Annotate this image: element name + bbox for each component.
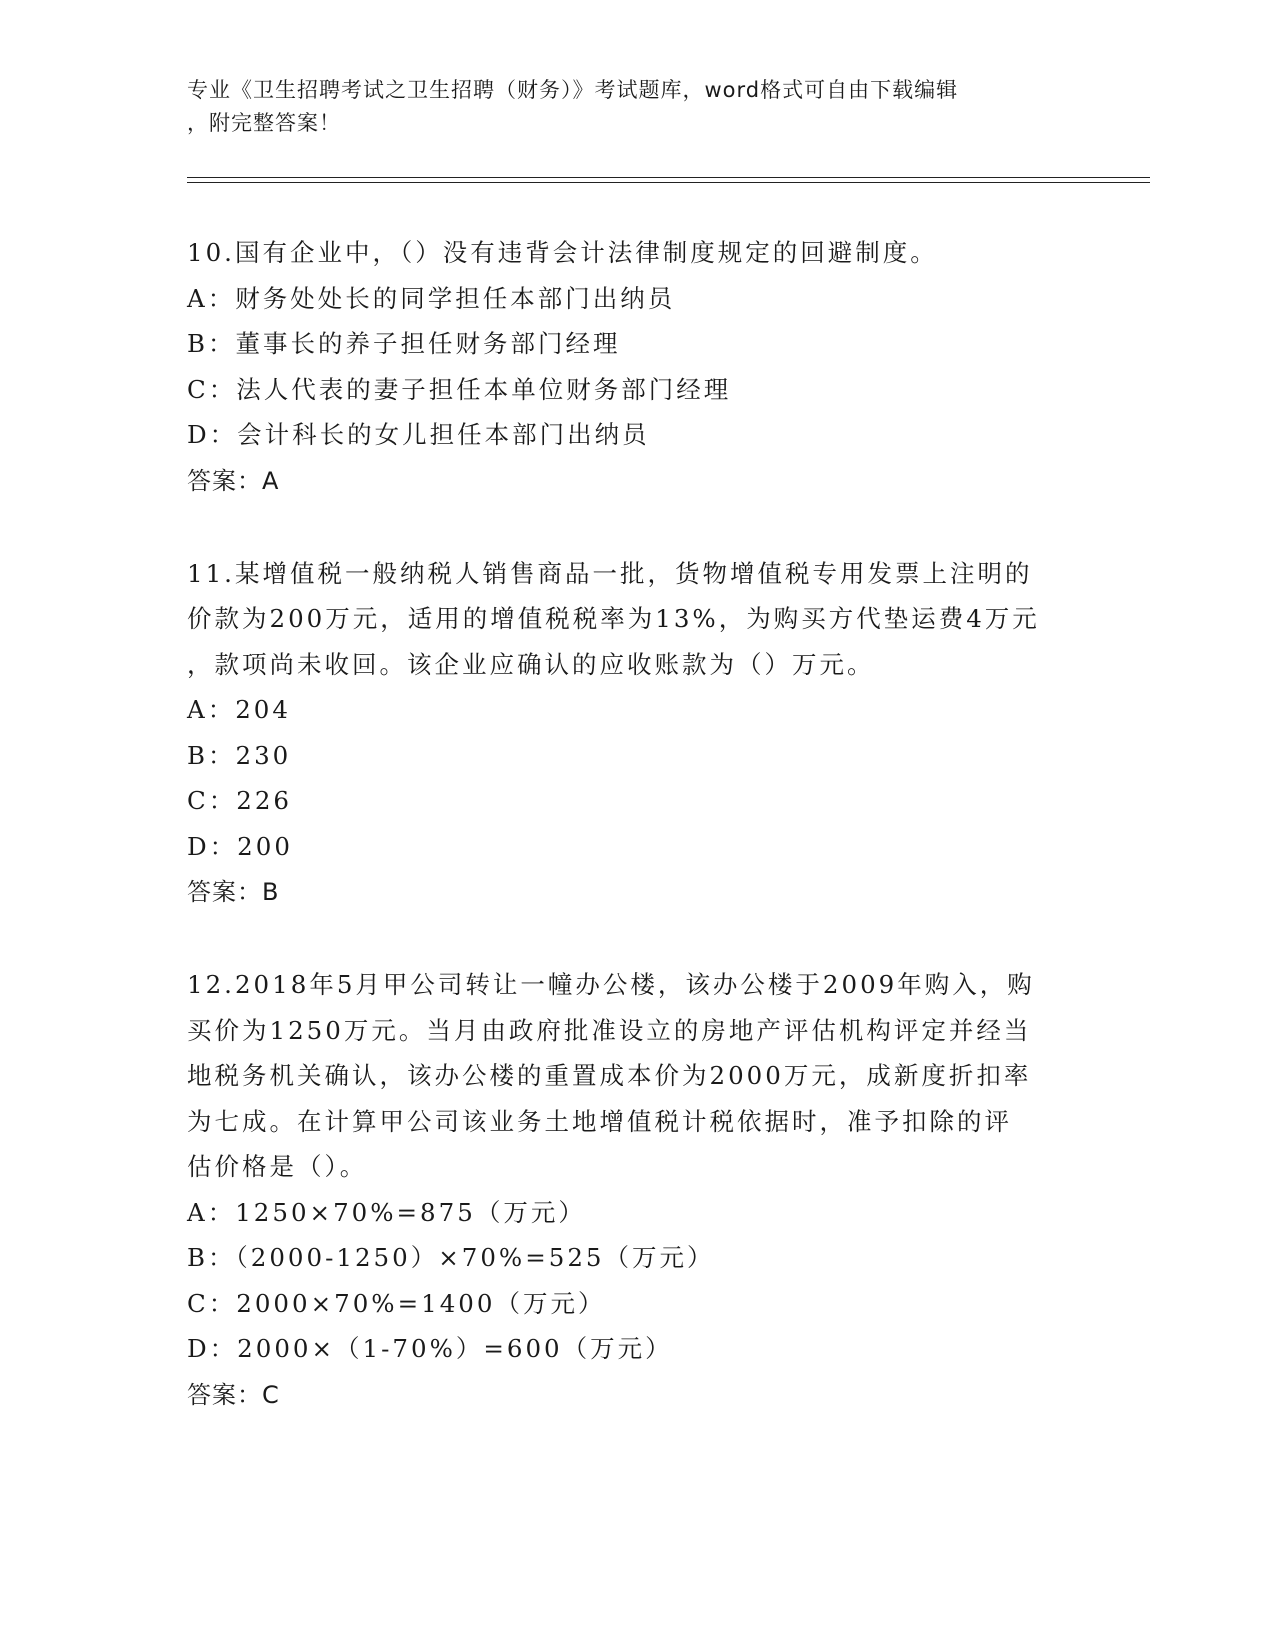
question-stem: 估价格是（）。: [187, 1152, 368, 1181]
header-line-1: 专业《卫生招聘考试之卫生招聘（财务）》考试题库，word格式可自由下载编辑: [187, 78, 959, 102]
answer-line: 答案：B: [187, 878, 280, 906]
question-11: [187, 551, 1087, 916]
option-b: B：董事长的养子担任财务部门经理: [187, 329, 621, 358]
question-stem: 10.国有企业中，（）没有违背会计法律制度规定的回避制度。: [187, 238, 938, 267]
header-rule-top: [187, 177, 1150, 178]
option-d: D：会计科长的女儿担任本部门出纳员: [187, 420, 650, 449]
option-b: B：230: [187, 740, 292, 770]
option-a: A：204: [187, 695, 291, 724]
question-stem: 12.2018年5月甲公司转让一幢办公楼，该办公楼于2009年购入，购: [187, 970, 1035, 999]
question-12: [187, 962, 1087, 1418]
answer-line: 答案：C: [187, 1380, 280, 1409]
question-stem: 为七成。在计算甲公司该业务土地增值税计税依据时，准予扣除的评: [187, 1106, 1012, 1136]
question-10: [187, 230, 1087, 504]
option-c: C：法人代表的妻子担任本单位财务部门经理: [187, 374, 732, 404]
option-d: D：2000×（1-70%）=600（万元）: [187, 1334, 673, 1363]
option-b: B：（2000-1250）×70%=525（万元）: [187, 1243, 715, 1272]
answer-line: 答案：A: [187, 466, 280, 495]
option-c: C：226: [187, 786, 293, 815]
question-list: [187, 230, 1087, 1465]
option-c: C：2000×70%=1400（万元）: [187, 1288, 606, 1318]
question-stem: 地税务机关确认，该办公楼的重置成本价为2000万元，成新度折扣率: [187, 1061, 1032, 1090]
option-a: A：财务处处长的同学担任本部门出纳员: [187, 283, 676, 313]
question-stem: 11.某增值税一般纳税人销售商品一批，货物增值税专用发票上注明的: [187, 558, 1033, 588]
document-header: [187, 74, 1067, 140]
header-line-2: ，附完整答案！: [187, 111, 341, 135]
option-d: D：200: [187, 831, 293, 861]
header-rule-bottom: [187, 182, 1150, 183]
question-stem: ，款项尚未收回。该企业应确认的应收账款为（）万元。: [187, 649, 875, 679]
option-a: A：1250×70%=875（万元）: [187, 1197, 586, 1227]
question-stem: 买价为1250万元。当月由政府批准设立的房地产评估机构评定并经当: [187, 1015, 1032, 1045]
question-stem: 价款为200万元，适用的增值税税率为13%，为购买方代垫运费4万元: [187, 604, 1040, 633]
